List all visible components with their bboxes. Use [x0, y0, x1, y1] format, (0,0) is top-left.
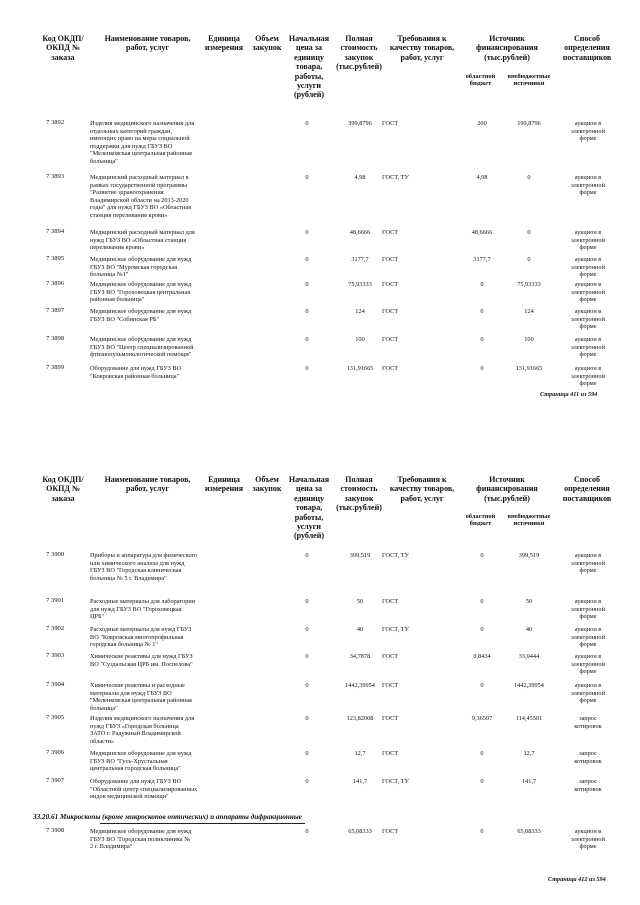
document-page-2 — [0, 455, 640, 905]
cell-source-regional: 0 — [480, 552, 484, 559]
cell-code: 7 3894 — [46, 228, 65, 235]
cell-source-extra: 65,08333 — [517, 828, 541, 835]
header-price: Начальная цена за единицу товара, работы, услуги (рублей) — [288, 475, 330, 541]
cell-cost: 34,7878 — [349, 653, 371, 660]
cell-source-extra: 141,7 — [521, 778, 537, 785]
cell-cost: 48,6666 — [349, 229, 371, 236]
cell-name: Медицинское оборудование для нужд ГБУЗ ВО "Гусь-Хрустальная центральная городская больница" — [90, 750, 192, 773]
cell-code: 7 3895 — [46, 255, 65, 262]
header-source-regional: областной бюджет — [465, 513, 496, 528]
cell-method: запрос котировок — [574, 778, 602, 793]
cell-source-regional: 0 — [480, 682, 484, 689]
cell-price: 0 — [305, 715, 309, 722]
cell-code: 7 3904 — [46, 681, 65, 688]
page-footer: Страница 411 из 594 — [540, 391, 598, 398]
cell-method: аукцион в электронной форме — [571, 120, 605, 143]
cell-price: 0 — [305, 653, 309, 660]
cell-requirements: ГОСТ, ТУ — [382, 552, 409, 559]
cell-cost: 12,7 — [354, 750, 366, 757]
header-source-regional: областной бюджет — [465, 73, 496, 88]
cell-source-extra: 12,7 — [523, 750, 535, 757]
header-cost: Полная стоимость закупок (тыс.рублей) — [336, 475, 382, 513]
cell-cost: 4,98 — [354, 174, 366, 181]
cell-code: 7 3899 — [46, 364, 65, 371]
cell-requirements: ГОСТ — [382, 682, 399, 689]
header-source-extra: внебюджетные источники — [507, 73, 551, 88]
cell-requirements: ГОСТ, ТУ — [382, 626, 409, 633]
cell-price: 0 — [305, 552, 309, 559]
cell-cost: 65,08333 — [348, 828, 372, 835]
cell-name: Изделия медицинского назначения для нужд ГБУЗ «Городская больница ЗАТО г. Радужный Владимирской области» — [90, 715, 195, 745]
cell-method: аукцион в электронной форме — [571, 626, 605, 649]
cell-source-extra: 114,45501 — [515, 715, 543, 722]
cell-price: 0 — [305, 336, 309, 343]
document-page-1 — [0, 0, 640, 440]
cell-price: 0 — [305, 229, 309, 236]
cell-cost: 141,7 — [352, 778, 368, 785]
header-name: Наименование товаров, работ, услуг — [104, 475, 191, 494]
cell-method: аукцион в электронной форме — [571, 552, 605, 575]
cell-source-regional: 0 — [480, 626, 484, 633]
cell-name: Медицинский расходный материал в рамках государственной программы "Развитие здравоохранения Владимирской области на 2013-2020 годы" для нужд ГБУЗ ВО «Областная станция переливания крови» — [90, 174, 192, 219]
cell-source-regional: 0 — [480, 750, 484, 757]
cell-method: аукцион в электронной форме — [571, 598, 605, 621]
cell-name: Оборудование для нужд ГБУЗ ВО "Ковровская районная больница" — [90, 365, 182, 380]
cell-source-extra: 100 — [524, 336, 534, 343]
cell-method: аукцион в электронной форме — [571, 336, 605, 359]
cell-requirements: ГОСТ — [382, 598, 399, 605]
cell-requirements: ГОСТ, ТУ — [382, 174, 409, 181]
cell-name: Медицинский расходный материал для нужд ГБУЗ ВО «Областная станция переливания крови» — [90, 229, 195, 252]
cell-source-extra: 40 — [525, 626, 533, 633]
cell-code: 7 3897 — [46, 307, 65, 314]
cell-method: аукцион в электронной форме — [571, 682, 605, 705]
cell-requirements: ГОСТ — [382, 229, 399, 236]
cell-method: запрос котировок — [574, 715, 602, 730]
cell-source-regional: 0 — [480, 336, 484, 343]
cell-code: 7 3900 — [46, 551, 65, 558]
cell-source-extra: 1442,39954 — [514, 682, 544, 689]
cell-code: 7 3906 — [46, 749, 65, 756]
cell-method: аукцион в электронной форме — [571, 308, 605, 331]
cell-name: Медицинское оборудование для нужд ГБУЗ ВО "Муромская городская больница №1" — [90, 256, 192, 279]
cell-method: аукцион в электронной форме — [571, 365, 605, 388]
cell-cost: 399,8796 — [348, 120, 372, 127]
cell-source-regional: 0 — [480, 778, 484, 785]
cell-source-regional: 4,98 — [476, 174, 488, 181]
cell-price: 0 — [305, 750, 309, 757]
cell-source-regional: 0 — [480, 281, 484, 288]
cell-source-extra: 0 — [527, 174, 531, 181]
cell-requirements: ГОСТ — [382, 256, 399, 263]
cell-source-extra: 50 — [525, 598, 533, 605]
cell-price: 0 — [305, 626, 309, 633]
header-source: Источник финансирования (тыс.рублей) — [476, 34, 538, 62]
cell-code: 7 3907 — [46, 777, 65, 784]
cell-name: Медицинское оборудование для нужд ГБУЗ ВО "Центр специализированной фтизиопульмонологической помощи" — [90, 336, 194, 359]
cell-name: Химические реактивы для нужд ГБУЗ ВО "Суздальская ЦРБ им. Поспелова" — [90, 653, 193, 668]
cell-source-extra: 0 — [527, 256, 531, 263]
cell-source-regional: 48,6666 — [471, 229, 493, 236]
cell-name: Медицинское оборудование для нужд ГБУЗ ВО "Гороховецкая центральная районная больница" — [90, 281, 192, 304]
header-source-extra: внебюджетные источники — [507, 513, 551, 528]
cell-method: аукцион в электронной форме — [571, 256, 605, 279]
cell-name: Химические реактивы и расходные материалы для нужд ГБУЗ ВО "Меленковская центральная районная больница" — [90, 682, 192, 712]
cell-requirements: ГОСТ — [382, 120, 399, 127]
cell-cost: 1442,39954 — [345, 682, 375, 689]
cell-method: аукцион в электронной форме — [571, 828, 605, 851]
cell-price: 0 — [305, 598, 309, 605]
cell-code: 7 3903 — [46, 652, 65, 659]
header-code: Код ОКДП/ ОКПД № заказа — [42, 34, 84, 62]
header-name: Наименование товаров, работ, услуг — [104, 34, 191, 53]
cell-price: 0 — [305, 682, 309, 689]
cell-price: 0 — [305, 256, 309, 263]
cell-requirements: ГОСТ, ТУ — [382, 778, 409, 785]
header-requirements: Требования к качеству товаров, работ, услуг — [389, 34, 455, 62]
cell-source-regional: 0 — [480, 828, 484, 835]
cell-requirements: ГОСТ — [382, 336, 399, 343]
cell-source-extra: 75,93333 — [517, 281, 541, 288]
cell-cost: 75,93333 — [348, 281, 372, 288]
section-underline — [100, 823, 305, 824]
header-price: Начальная цена за единицу товара, работы, услуги (рублей) — [288, 34, 330, 100]
header-source: Источник финансирования (тыс.рублей) — [476, 475, 538, 503]
cell-name: Оборудование для нужд ГБУЗ ВО "Областной центр специализированных видов медицинской помощи" — [90, 778, 198, 801]
cell-source-regional: 9,36507 — [471, 715, 493, 722]
cell-requirements: ГОСТ — [382, 750, 399, 757]
cell-cost: 100 — [355, 336, 365, 343]
cell-requirements: ГОСТ — [382, 828, 399, 835]
cell-source-extra: 399,519 — [518, 552, 540, 559]
cell-source-extra: 33,9444 — [518, 653, 540, 660]
cell-code: 7 3902 — [46, 625, 65, 632]
cell-code: 7 3908 — [46, 827, 65, 834]
cell-code: 7 3892 — [46, 119, 65, 126]
cell-source-regional: 200 — [477, 120, 487, 127]
cell-code: 7 3901 — [46, 597, 65, 604]
cell-code: 7 3896 — [46, 280, 65, 287]
cell-price: 0 — [305, 308, 309, 315]
cell-requirements: ГОСТ — [382, 308, 399, 315]
cell-price: 0 — [305, 365, 309, 372]
cell-name: Расходные материалы для нужд ГБУЗ ВО "Ковровская многопрофильная городская больница № 1" — [90, 626, 192, 649]
header-unit: Единица измерения — [204, 475, 244, 494]
cell-requirements: ГОСТ — [382, 365, 399, 372]
header-requirements: Требования к качеству товаров, работ, услуг — [389, 475, 455, 503]
cell-method: запрос котировок — [574, 750, 602, 765]
cell-price: 0 — [305, 120, 309, 127]
cell-source-extra: 131,91665 — [515, 365, 543, 372]
cell-requirements: ГОСТ — [382, 653, 399, 660]
header-volume: Объем закупок — [252, 475, 282, 494]
cell-cost: 124 — [355, 308, 365, 315]
cell-price: 0 — [305, 281, 309, 288]
cell-source-extra: 0 — [527, 229, 531, 236]
cell-price: 0 — [305, 828, 309, 835]
cell-cost: 50 — [356, 598, 364, 605]
cell-requirements: ГОСТ — [382, 281, 399, 288]
header-volume: Объем закупок — [252, 34, 282, 53]
cell-name: Медицинское оборудование для нужд ГБУЗ ВО "Городская поликлиника № 2 г. Владимира" — [90, 828, 192, 851]
cell-source-regional: 0 — [480, 598, 484, 605]
cell-source-extra: 199,8796 — [517, 120, 541, 127]
section-heading: 33.20.61 Микроскопы (кроме микроскопов оптических) и аппараты дифракционные — [33, 813, 302, 821]
cell-cost: 123,82008 — [346, 715, 374, 722]
cell-name: Расходные материалы для лаборатории для нужд ГБУЗ ВО "Гороховецкая ЦРБ" — [90, 598, 196, 621]
cell-code: 7 3905 — [46, 714, 65, 721]
cell-cost: 399,519 — [349, 552, 371, 559]
cell-cost: 40 — [356, 626, 364, 633]
cell-name: Медицинское оборудование для нужд ГБУЗ ВО "Собинская РБ" — [90, 308, 192, 323]
header-code: Код ОКДП/ ОКПД № заказа — [42, 475, 84, 503]
header-cost: Полная стоимость закупок (тыс.рублей) — [336, 34, 382, 72]
cell-name: Приборы и аппаратура для физического или химического анализа для нужд ГБУЗ ВО "Городская клиническая больница № 5 г. Владимира" — [90, 552, 198, 582]
cell-source-regional: 0 — [480, 365, 484, 372]
page-footer: Страница 412 из 594 — [548, 876, 606, 883]
cell-code: 7 3898 — [46, 335, 65, 342]
cell-price: 0 — [305, 174, 309, 181]
header-method: Способ определения поставщиков — [562, 34, 612, 62]
header-method: Способ определения поставщиков — [562, 475, 612, 503]
cell-price: 0 — [305, 778, 309, 785]
cell-method: аукцион в электронной форме — [571, 229, 605, 252]
cell-code: 7 3893 — [46, 173, 65, 180]
cell-method: аукцион в электронной форме — [571, 653, 605, 676]
cell-cost: 131,91665 — [346, 365, 374, 372]
cell-requirements: ГОСТ — [382, 715, 399, 722]
header-unit: Единица измерения — [204, 34, 244, 53]
cell-method: аукцион в электронной форме — [571, 281, 605, 304]
cell-source-extra: 124 — [524, 308, 534, 315]
cell-source-regional: 3177,7 — [473, 256, 491, 263]
cell-name: Изделия медицинского назначения для отдельных категорий граждан, имеющих право на меры социальной поддержки для нужд ГБУЗ ВО "Меленковская центральная районная больница" — [90, 120, 195, 165]
cell-cost: 3177,7 — [351, 256, 369, 263]
cell-method: аукцион в электронной форме — [571, 174, 605, 197]
cell-source-regional: 0 — [480, 308, 484, 315]
cell-source-regional: 0,8434 — [473, 653, 491, 660]
